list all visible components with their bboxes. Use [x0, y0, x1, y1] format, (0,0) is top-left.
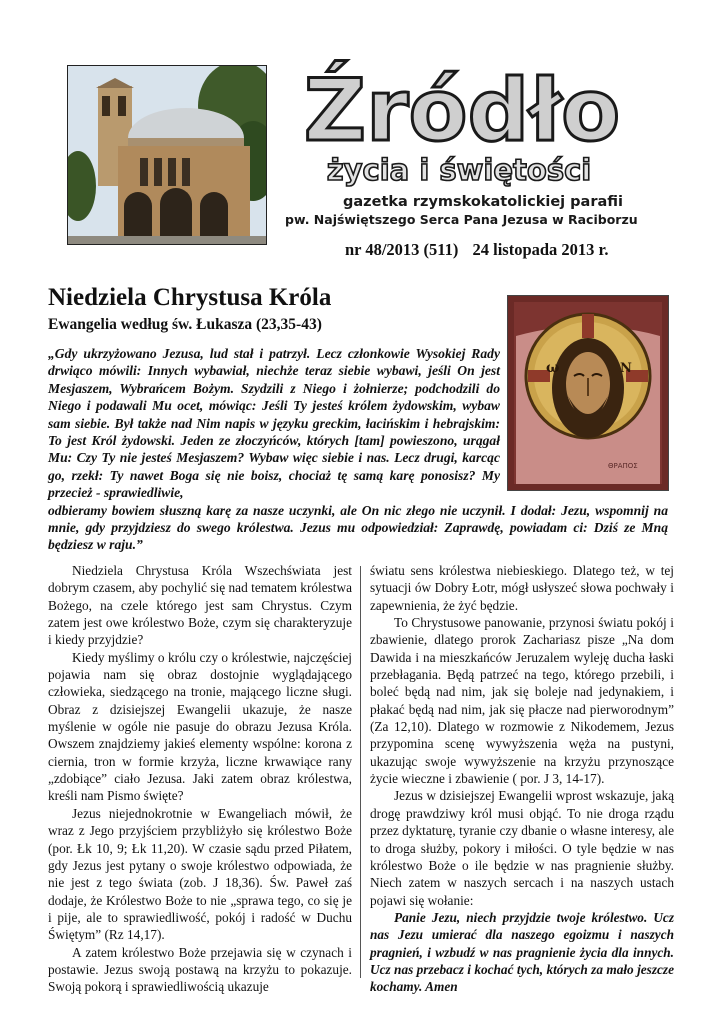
icon-letters-left: ω [546, 360, 560, 376]
article-title: Niedziela Chrystusa Króla [48, 284, 332, 311]
gospel-excerpt [48, 345, 668, 554]
icon-cloth-text: ΘΡΑΠΟΣ [608, 462, 638, 470]
closing-prayer: Panie Jezu, niech przyjdzie twoje królestwo. Ucz nas Jezu umierać dla naszego egoizmu i naszych pragnień, i wzbudź w nas pragnienie życia dla innych. Ucz nas przebacz i kochać tych, których za mało jeszcze kochamy. Amen [370, 909, 674, 995]
masthead-subtitle: życia i świętości [326, 153, 592, 187]
column-right [370, 562, 674, 996]
article-subtitle: Ewangelia według św. Łukasza (23,35-43) [48, 316, 322, 333]
gospel-part-1: „Gdy ukrzyżowano Jezusa, lud stał i patrzył. Lecz członkowie Wysokiej Rady drwiąco mówili: Innych wybawiał, niechże teraz siebie wybawi, jeśli On jest Mesjaszem, Wybrańcem Bożym. Szydzili z Niego i żołnierze; podchodzili do Niego i podawali Mu ocet, mówiąc: Jeśli Ty jesteś królem żydowskim, wybaw sam siebie. Był także nad Nim napis w języku greckim, łacińskim i hebrajskim: To jest Król żydowski. Jeden ze złoczyńców, których [tam] powieszono, urągał Mu: Czy Ty nie jesteś Mesjaszem? Wybaw więc siebie i nas. Lecz drugi, karcąc go, rzekł: Ty nawet Boga się nie boisz, chociaż tę samą karę ponosisz? My przecież - sprawiedliwie, [48, 346, 500, 501]
masthead-subtitle-logo [293, 150, 625, 190]
gospel-part-2: odbieramy bowiem słuszną karę za nasze uczynki, ale On nic złego nie uczynił. I dodał: Jezu, wspomnij na mnie, gdy przyjdziesz do swego królestwa. Jezus mu odpowiedział: Zaprawdę, powiadam ci: Dziś ze Mną będziesz w raju.” [48, 502, 668, 553]
column-divider [360, 566, 361, 978]
issue-number: nr 48/2013 (511) [345, 240, 459, 259]
right-paragraph-continued: światu sens królestwa niebieskiego. Dlatego też, w tej sytuacji ów Dobry Łotr, mógł usłyszeć słowa pochwały i zapewnienia, że żyć będzie. [370, 563, 674, 613]
left-paragraph-3: Jezus niejednokrotnie w Ewangeliach mówił, że wraz z Jego przyjściem przybliżyło się królestwo Boże (por. Łk 10, 9; Łk 11,20). W czasie sądu przed Piłatem, gdy Jezus jest pytany o swoje królestwo odpowiada, że nie jest z tego świata (zob. J 18,36). Św. Paweł zaś dodaje, że Królestwo Boże to nie „sprawa tego, co się je i pije, ale to sprawiedliwość, pokój i radość w Duchu Świętym” (Rz 14,17). [48, 805, 352, 943]
tagline-dedication: pw. Najświętszego Serca Pana Jezusa w Raciborzu [285, 212, 638, 227]
issue-line [345, 240, 665, 260]
left-paragraph-2: Kiedy myślimy o królu czy o królestwie, najczęściej pojawia nam się obraz dostojnie wyglądającego człowieka, siedzącego na tronie, mającego liczne sługi. Obraz z dzisiejszej Ewangelii ukazuje, że nasze myślenie w ogóle nie pasuje do obrazu Jezusa Króla. Owszem znajdziemy jakieś elementy wspólne: korona z ciernia, tron w formie krzyża, liczne krwawiące rany „zdobiące” ciało Jezusa. Jaki zatem obraz królestwa, kreśli nam Pismo święte? [48, 649, 352, 804]
right-paragraph-1: To Chrystusowe panowanie, przynosi światu pokój i zbawienie, dlatego prorok Zachariasz pisze „Na dom Dawida i na mieszkańców Jeruzalem wyleję ducha łaski przebłagania. Będą patrzeć na tego, którego przebili, i boleć będą nad nim, jak się boleje nad jedynakiem, i płakać będą nad nim, jak się płacze nad pierworodnym” (Za 12,10). Dlatego w rozmowie z Nikodemem, Jezus przypomina scenę wywyższenia węża na pustyni, ukazując swoje wywyższenie na krzyżu przynoszące życie wieczne i zbawienie ( por. J 3, 14-17). [370, 615, 674, 787]
left-paragraph-4: A zatem królestwo Boże przejawia się w czynach i postawie. Jezus swoją postawą na krzyżu to pokazuje. Swoją pokorą i sprawiedliwością ukazuje [48, 944, 352, 995]
tagline-parish: gazetka rzymskokatolickiej parafii [343, 194, 623, 210]
masthead-logo [291, 48, 633, 158]
church-photo [67, 65, 267, 245]
column-left [48, 562, 352, 996]
right-paragraph-2: Jezus w dzisiejszej Ewangelii wprost wskazuje, jaką drogę prawdziwy król musi objąć. To nie droga rządu przez dyktaturę, tyranie czy dbanie o własne interesy, ale to droga służby, pokory i miłości. O tyle będzie w nas królestwo Boże o ile będzie w nas pragnienie służby. Niech zatem w naszych sercach i na naszych ustach pojawi się wołanie: [370, 788, 674, 908]
masthead-title: Źródło [303, 61, 621, 158]
icon-letters-right: N [620, 361, 632, 376]
left-paragraph-1: Niedziela Chrystusa Króla Wszechświata jest dobrym czasem, aby pochylić się nad tematem królestwa Bożego, na czele którego jest sam Chrystus. Czym zatem jest owe królestwo Boże, czym się charakteryzuje i kiedy przyjdzie? [48, 563, 352, 648]
issue-date: 24 listopada 2013 r. [472, 240, 609, 259]
